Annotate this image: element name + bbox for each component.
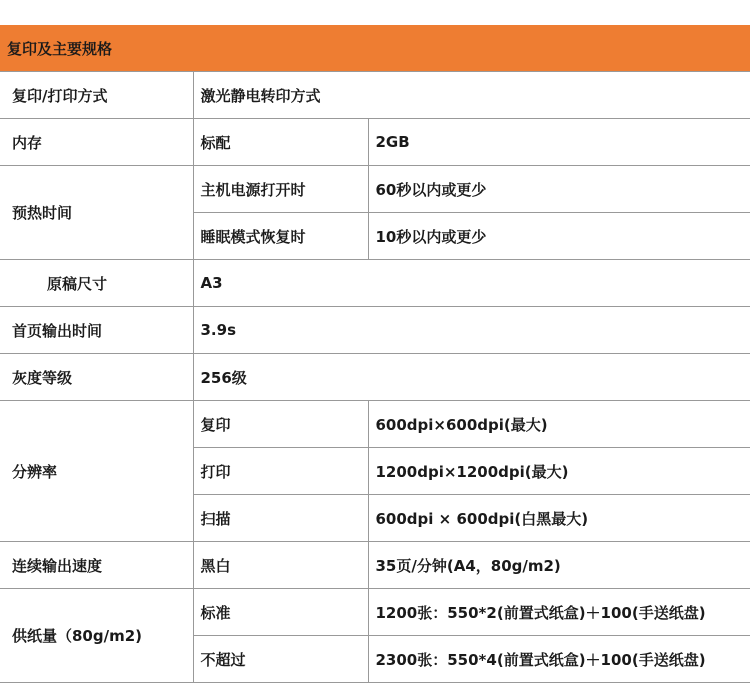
row-label-original-size: 原稿尺寸 — [0, 260, 193, 307]
table-row — [0, 119, 750, 166]
row-label-first-page: 首页输出时间 — [0, 307, 193, 354]
row-value-original-size: A3 — [193, 260, 750, 307]
row-value-paper-standard: 1200张：550*2(前置式纸盒)＋100(手送纸盘) — [368, 589, 750, 636]
table-row — [0, 307, 750, 354]
row-sub-warmup-sleep: 睡眠模式恢复时 — [193, 213, 368, 260]
row-sub-memory: 标配 — [193, 119, 368, 166]
row-sub-paper-standard: 标准 — [193, 589, 368, 636]
row-label-grayscale: 灰度等级 — [0, 354, 193, 401]
row-value-paper-max: 2300张：550*4(前置式纸盒)＋100(手送纸盘) — [368, 636, 750, 683]
row-label-resolution: 分辨率 — [0, 401, 193, 542]
row-sub-resolution-print: 打印 — [193, 448, 368, 495]
table-row — [0, 401, 750, 448]
row-sub-resolution-scan: 扫描 — [193, 495, 368, 542]
row-sub-warmup-power-on: 主机电源打开时 — [193, 166, 368, 213]
table-row — [0, 166, 750, 213]
row-value-resolution-scan: 600dpi × 600dpi(白黑最大) — [368, 495, 750, 542]
row-value-memory: 2GB — [368, 119, 750, 166]
table-row — [0, 354, 750, 401]
row-value-warmup-sleep: 10秒以内或更少 — [368, 213, 750, 260]
row-sub-paper-max: 不超过 — [193, 636, 368, 683]
row-sub-resolution-copy: 复印 — [193, 401, 368, 448]
spec-table — [0, 25, 750, 683]
row-label-speed: 连续输出速度 — [0, 542, 193, 589]
table-title: 复印及主要规格 — [0, 25, 750, 72]
row-value-grayscale: 256级 — [193, 354, 750, 401]
table-row — [0, 589, 750, 636]
row-value-resolution-copy: 600dpi×600dpi(最大) — [368, 401, 750, 448]
row-value-copy-method: 激光静电转印方式 — [193, 72, 750, 119]
row-label-warmup: 预热时间 — [0, 166, 193, 260]
row-sub-speed: 黑白 — [193, 542, 368, 589]
row-value-first-page: 3.9s — [193, 307, 750, 354]
row-value-speed: 35页/分钟(A4，80g/m2) — [368, 542, 750, 589]
row-label-paper: 供纸量（80g/m2) — [0, 589, 193, 683]
row-value-resolution-print: 1200dpi×1200dpi(最大) — [368, 448, 750, 495]
row-label-copy-method: 复印/打印方式 — [0, 72, 193, 119]
table-row — [0, 72, 750, 119]
table-row — [0, 260, 750, 307]
table-header-row — [0, 25, 750, 72]
row-value-warmup-power-on: 60秒以内或更少 — [368, 166, 750, 213]
table-row — [0, 542, 750, 589]
row-label-memory: 内存 — [0, 119, 193, 166]
